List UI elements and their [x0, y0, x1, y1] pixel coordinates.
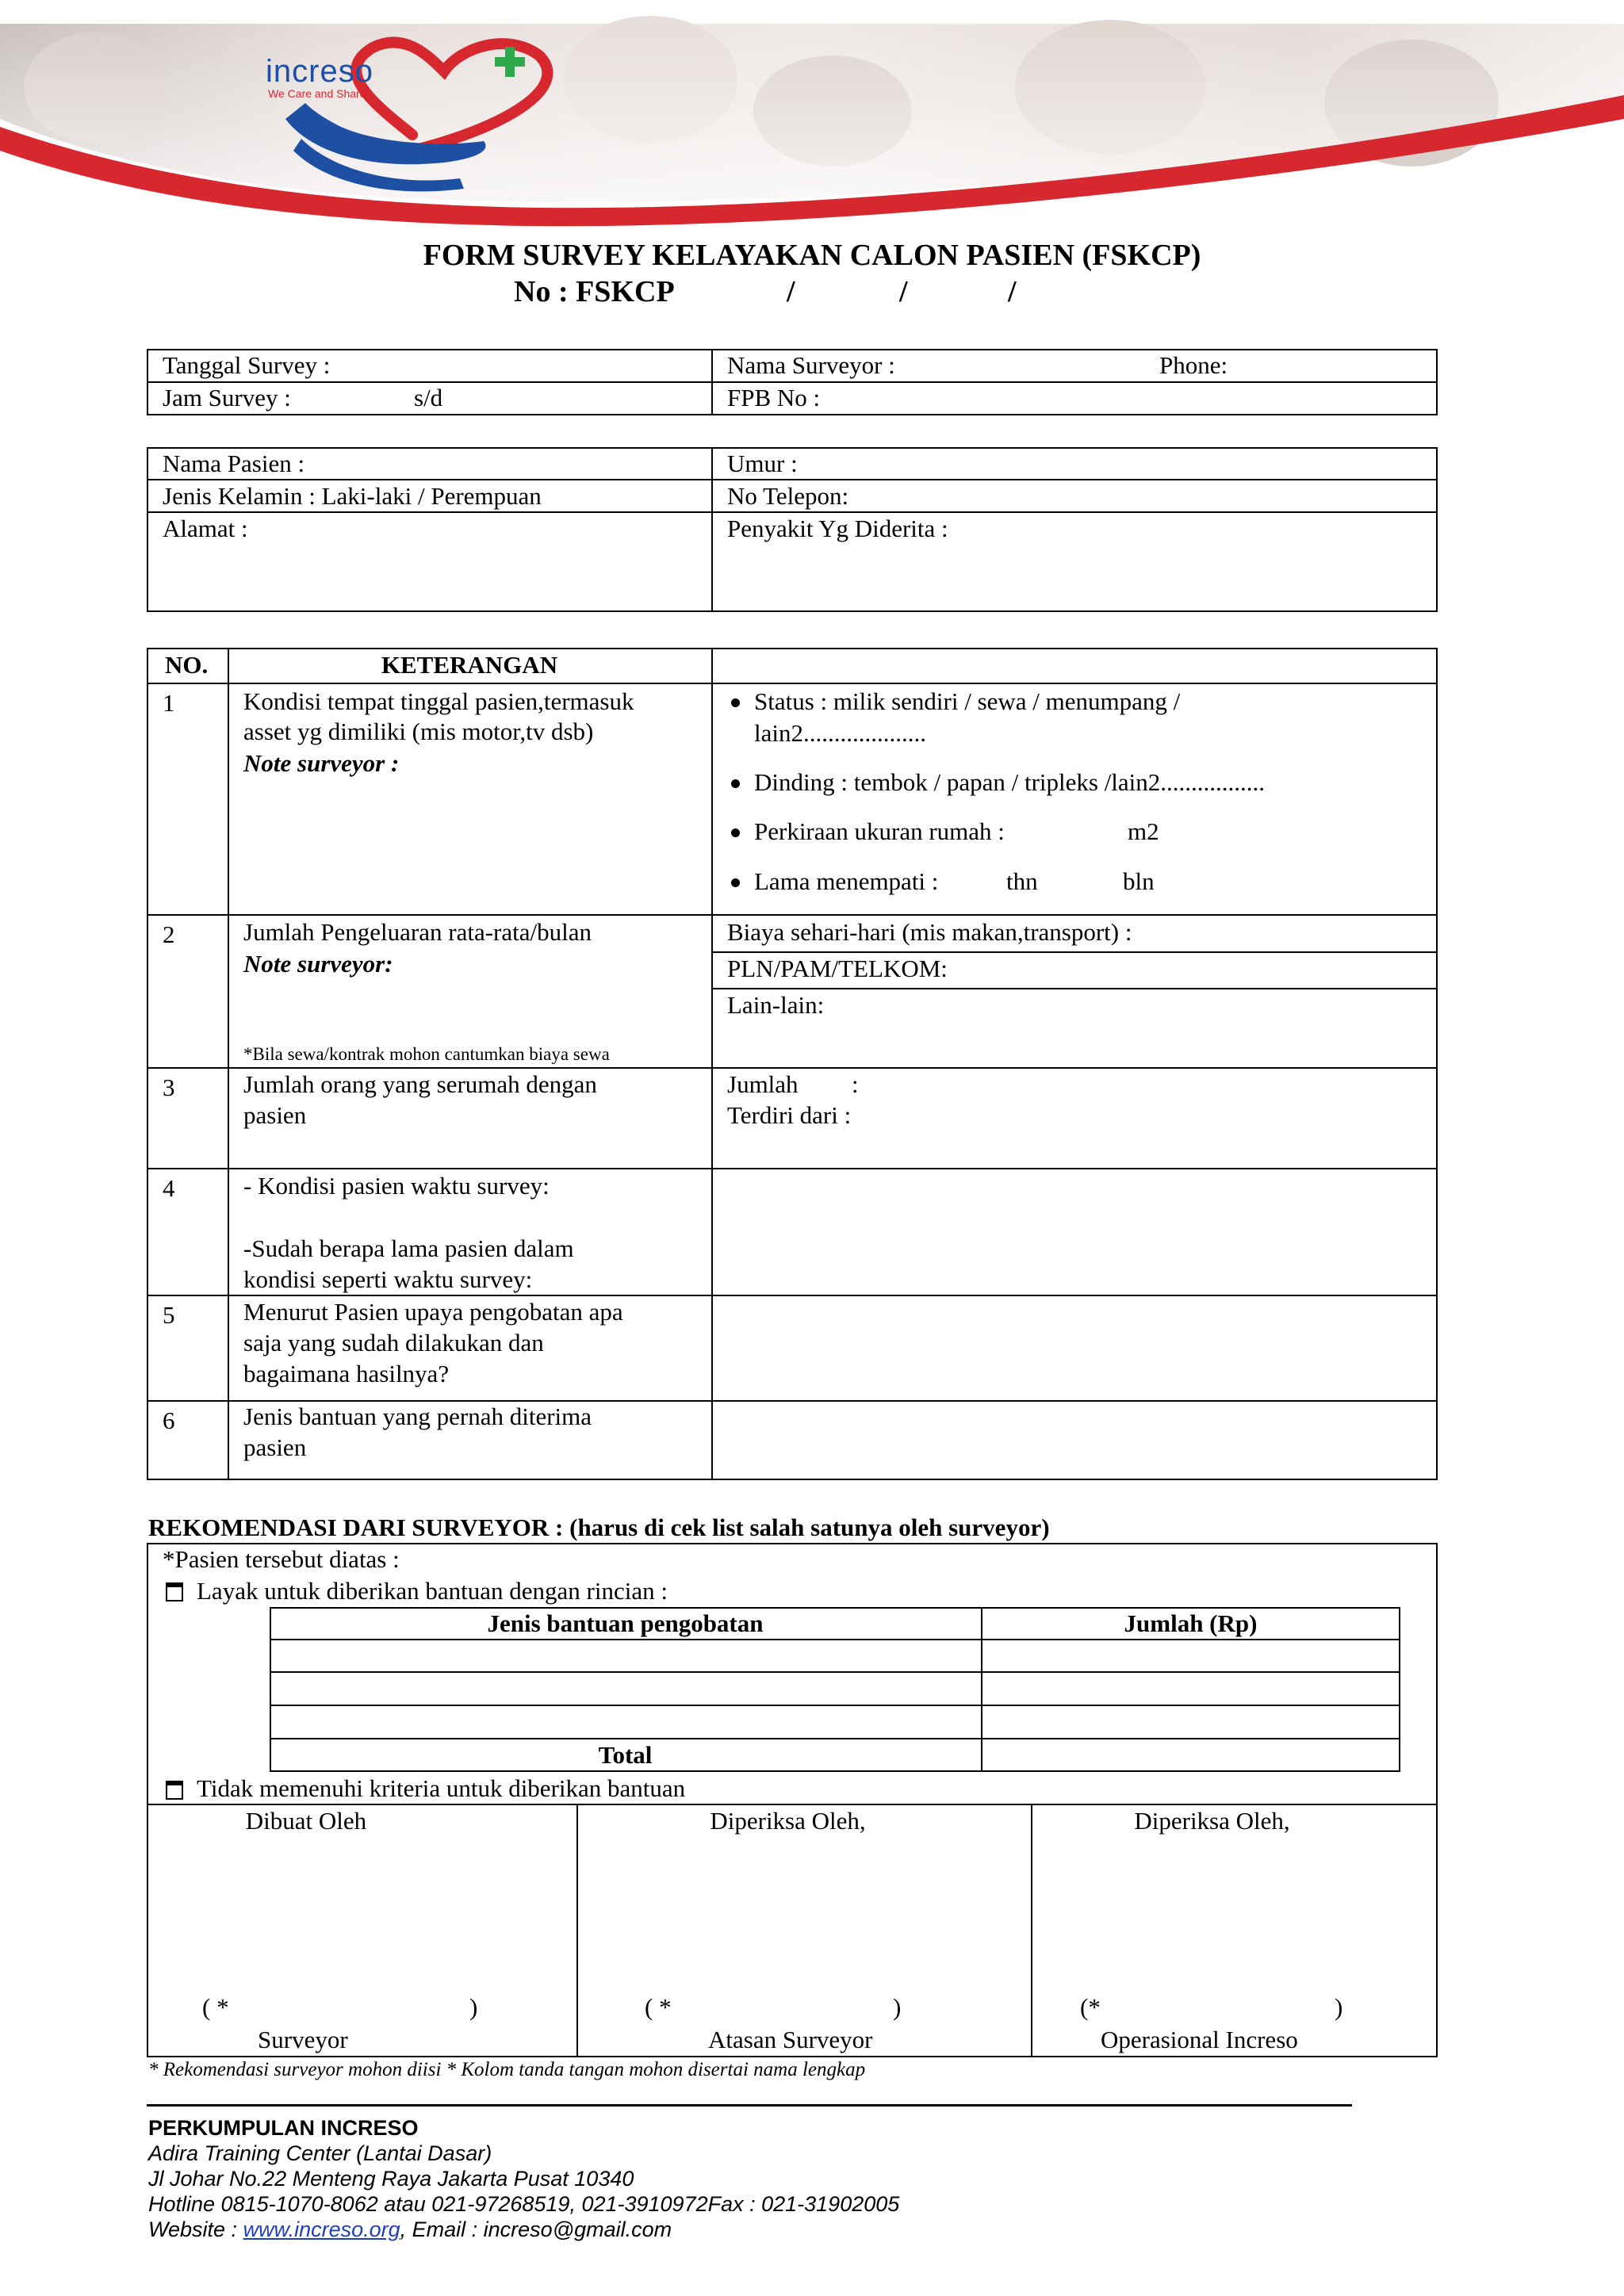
nama-pasien-label: Nama Pasien :	[163, 450, 305, 477]
form-number-label: No : FSKCP	[514, 275, 675, 308]
bullet-icon	[731, 878, 740, 887]
row-6-desc: pasien	[243, 1433, 307, 1461]
row-5-no: 5	[163, 1301, 175, 1329]
logo-tagline: We Care and Share	[268, 87, 366, 100]
row-3-desc: pasien	[243, 1101, 307, 1129]
signature-close-paren: )	[1335, 1993, 1343, 2021]
lama-menempati-label: Lama menempati :	[754, 867, 939, 895]
bullet-icon	[731, 779, 740, 788]
col-keterangan-header: KETERANGAN	[381, 651, 558, 679]
website-link[interactable]: www.increso.org	[243, 2218, 400, 2241]
footer-contact	[148, 2217, 672, 2242]
jenis-kelamin-label: Jenis Kelamin : Laki-laki / Perempuan	[163, 482, 542, 510]
form-number-slash: /	[899, 275, 908, 308]
row-1-note: Note surveyor :	[243, 749, 400, 777]
bullet-icon	[731, 828, 740, 837]
signature-open-paren: ( *	[645, 1993, 672, 2021]
row-1-desc: Kondisi tempat tinggal pasien,termasuk	[243, 687, 634, 715]
ukuran-rumah-label: Perkiraan ukuran rumah :	[754, 817, 1005, 845]
website-label: Website :	[148, 2218, 243, 2241]
banner-graphic	[0, 0, 1624, 230]
alamat-label: Alamat :	[163, 515, 248, 542]
row-1-no: 1	[163, 689, 175, 717]
bullet-icon	[731, 698, 740, 707]
fpb-no-label: FPB No :	[727, 384, 821, 411]
role-operasional: Operasional Increso	[1101, 2026, 1298, 2053]
form-number-slash: /	[1008, 275, 1017, 308]
lama-menempati-thn: thn	[1006, 867, 1038, 895]
footer-hotline: Hotline 0815-1070-8062 atau 021-97268519, 021-3910972Fax : 021-31902005	[148, 2192, 900, 2216]
email-text: , Email : increso@gmail.com	[400, 2218, 672, 2241]
footer-address-2: Jl Johar No.22 Menteng Raya Jakarta Pusat 10340	[148, 2167, 634, 2191]
form-number-slash: /	[787, 275, 795, 308]
phone-label: Phone:	[1159, 351, 1228, 379]
row-6-desc: Jenis bantuan yang pernah diterima	[243, 1402, 592, 1430]
jumlah-label: Jumlah	[727, 1070, 799, 1098]
row-5-desc: saja yang sudah dilakukan dan	[243, 1329, 544, 1357]
signature-close-paren: )	[469, 1993, 478, 2021]
no-telepon-label: No Telepon:	[727, 482, 849, 510]
row-4-desc: kondisi seperti waktu survey:	[243, 1265, 533, 1293]
row-5-desc: bagaimana hasilnya?	[243, 1360, 450, 1387]
status-option: Status : milik sendiri / sewa / menumpang /	[754, 687, 1181, 715]
jam-survey-label: Jam Survey :	[163, 384, 291, 411]
tanggal-survey-label: Tanggal Survey :	[163, 351, 331, 379]
row-2-desc: Jumlah Pengeluaran rata-rata/bulan	[243, 918, 592, 946]
pasien-tersebut-label: *Pasien tersebut diatas :	[163, 1545, 400, 1573]
footer-org: PERKUMPULAN INCRESO	[148, 2116, 419, 2140]
total-label: Total	[598, 1741, 653, 1769]
col-no-header: NO.	[165, 651, 209, 679]
nama-surveyor-label: Nama Surveyor :	[727, 351, 895, 379]
jumlah-rp-header: Jumlah (Rp)	[1124, 1609, 1258, 1637]
tidak-memenuhi-label: Tidak memenuhi kriteria untuk diberikan bantuan	[197, 1774, 686, 1802]
role-surveyor: Surveyor	[258, 2026, 348, 2053]
biaya-sehari-label: Biaya sehari-hari (mis makan,transport) :	[727, 918, 1132, 946]
footer-address-1: Adira Training Center (Lantai Dasar)	[148, 2141, 492, 2165]
rekomendasi-title: REKOMENDASI DARI SURVEYOR : (harus di cek list salah satunya oleh surveyor)	[148, 1513, 1050, 1541]
row-2-footnote: *Bila sewa/kontrak mohon cantumkan biaya sewa	[243, 1044, 610, 1064]
lama-menempati-bln: bln	[1123, 867, 1155, 895]
form-title: FORM SURVEY KELAYAKAN CALON PASIEN (FSKCP)	[423, 239, 1201, 272]
row-4-no: 4	[163, 1174, 175, 1202]
terdiri-dari-label: Terdiri dari :	[727, 1101, 852, 1129]
signature-open-paren: ( *	[202, 1993, 229, 2021]
row-3-no: 3	[163, 1073, 175, 1101]
sd-label: s/d	[414, 384, 443, 411]
signature-note: * Rekomendasi surveyor mohon diisi * Kolom tanda tangan mohon disertai nama lengkap	[148, 2059, 866, 2080]
row-1-desc: asset yg dimiliki (mis motor,tv dsb)	[243, 718, 594, 745]
row-4-desc: -Sudah berapa lama pasien dalam	[243, 1234, 574, 1262]
row-4-desc: - Kondisi pasien waktu survey:	[243, 1172, 550, 1200]
dibuat-oleh-label: Dibuat Oleh	[245, 1807, 367, 1835]
layak-label: Layak untuk diberikan bantuan dengan rincian :	[197, 1577, 668, 1605]
header-banner	[0, 0, 1624, 230]
role-atasan-surveyor: Atasan Surveyor	[708, 2026, 873, 2053]
penyakit-label: Penyakit Yg Diderita :	[727, 515, 948, 542]
signature-open-paren: (*	[1080, 1993, 1101, 2021]
layak-checkbox[interactable]	[166, 1586, 183, 1601]
row-3-desc: Jumlah orang yang serumah dengan	[243, 1070, 597, 1098]
dinding-option: Dinding : tembok / papan / tripleks /lain2.................	[754, 768, 1266, 796]
footer-divider	[147, 2104, 1352, 2107]
row-5-desc: Menurut Pasien upaya pengobatan apa	[243, 1298, 623, 1326]
row-6-no: 6	[163, 1406, 175, 1434]
tidak-memenuhi-checkbox[interactable]	[166, 1784, 183, 1800]
signature-close-paren: )	[893, 1993, 902, 2021]
diperiksa-oleh-label: Diperiksa Oleh,	[710, 1807, 866, 1835]
row-2-no: 2	[163, 920, 175, 948]
status-option-other: lain2....................	[754, 719, 926, 747]
ukuran-rumah-unit: m2	[1128, 817, 1159, 845]
umur-label: Umur :	[727, 450, 798, 477]
logo-text: increso	[266, 54, 373, 89]
row-2-note: Note surveyor:	[243, 950, 393, 978]
jumlah-colon: :	[852, 1070, 859, 1098]
jenis-bantuan-header: Jenis bantuan pengobatan	[487, 1609, 764, 1637]
lain-lain-label: Lain-lain:	[727, 991, 825, 1019]
pln-pam-telkom-label: PLN/PAM/TELKOM:	[727, 955, 948, 982]
diperiksa-oleh-label: Diperiksa Oleh,	[1134, 1807, 1290, 1835]
